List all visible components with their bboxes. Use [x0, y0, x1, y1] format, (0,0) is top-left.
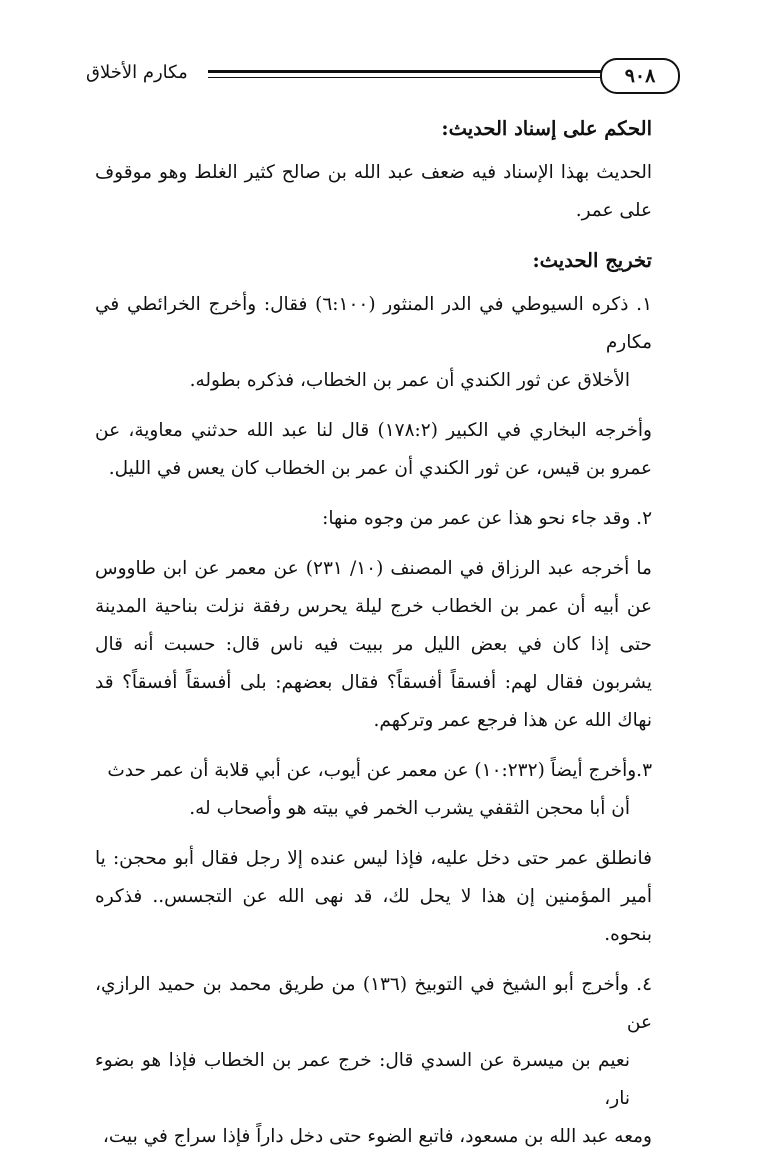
running-title: مكارم الأخلاق	[86, 62, 188, 83]
paragraph-ruling: الحديث بهذا الإسناد فيه ضعف عبد الله بن صالح كثير الغلط وهو موقوف على عمر.	[95, 162, 652, 221]
page-body	[95, 110, 652, 1168]
list-item-4-line3: ومعه عبد الله بن مسعود، فاتبع الضوء حتى دخل داراً فإذا سراج في بيت،	[102, 1126, 652, 1147]
list-item-4-line1: ٤. وأخرج أبو الشيخ في التوبيخ (١٣٦) من طريق محمد بن حميد الرازي، عن	[95, 974, 652, 1033]
list-item-1-line2: الأخلاق عن ثور الكندي أن عمر بن الخطاب، فذكره بطوله.	[189, 370, 630, 391]
header-rule-thick	[208, 70, 608, 73]
list-item-1	[95, 286, 652, 400]
section-heading-takhrij: تخريج الحديث:	[532, 249, 652, 272]
list-item-3	[95, 752, 652, 828]
list-item-4	[95, 966, 652, 1156]
header-rule-thin	[208, 77, 608, 78]
list-item-4-line2: نعيم بن ميسرة عن السدي قال: خرج عمر بن الخطاب فإذا هو بضوء نار،	[95, 1050, 630, 1109]
page-header	[88, 58, 678, 94]
list-item-1-line1: ١. ذكره السيوطي في الدر المنثور (٦:١٠٠) فقال: وأخرج الخرائطي في مكارم	[95, 294, 652, 353]
list-item-3-line1: ٣.وأخرج أيضاً (١٠:٢٣٢) عن معمر عن أيوب، عن أبي قلابة أن عمر حدث	[107, 760, 652, 781]
page-number: ٩٠٨	[600, 58, 680, 94]
paragraph-bukhari: وأخرجه البخاري في الكبير (١٧٨:٢) قال لنا عبد الله حدثني معاوية، عن عمرو بن قيس، عن ثور الكندي أن عمر بن الخطاب كان يعس في الليل.	[95, 420, 652, 479]
paragraph-abdulrazzaq: ما أخرجه عبد الرزاق في المصنف (١٠/ ٢٣١) عن معمر عن ابن طاووس عن أبيه أن عمر بن الخطاب خرج ليلة يحرس رفقة نزلت بناحية المدينة حتى إذا كان في بعض الليل مر ببيت فيه ناس قال: حسبت أنه قال يشربون فقال لهم: أفسقاً أفسقاً؟ فقال بعضهم: بلى أفسقاً أفسقاً؟ قد نهاك الله عن هذا فرجع عمر وتركهم.	[95, 558, 652, 731]
section-heading-ruling: الحكم على إسناد الحديث:	[441, 117, 652, 140]
list-item-2: ٢. وقد جاء نحو هذا عن عمر من وجوه منها:	[322, 508, 652, 529]
list-item-3-line2: أن أبا محجن الثقفي يشرب الخمر في بيته هو وأصحاب له.	[189, 798, 630, 819]
paragraph-abumihjan: فانطلق عمر حتى دخل عليه، فإذا ليس عنده إلا رجل فقال أبو محجن: يا أمير المؤمنين إن هذا لا يحل لك، قد نهى الله عن التجسس.. فذكره بنحوه.	[95, 848, 652, 945]
